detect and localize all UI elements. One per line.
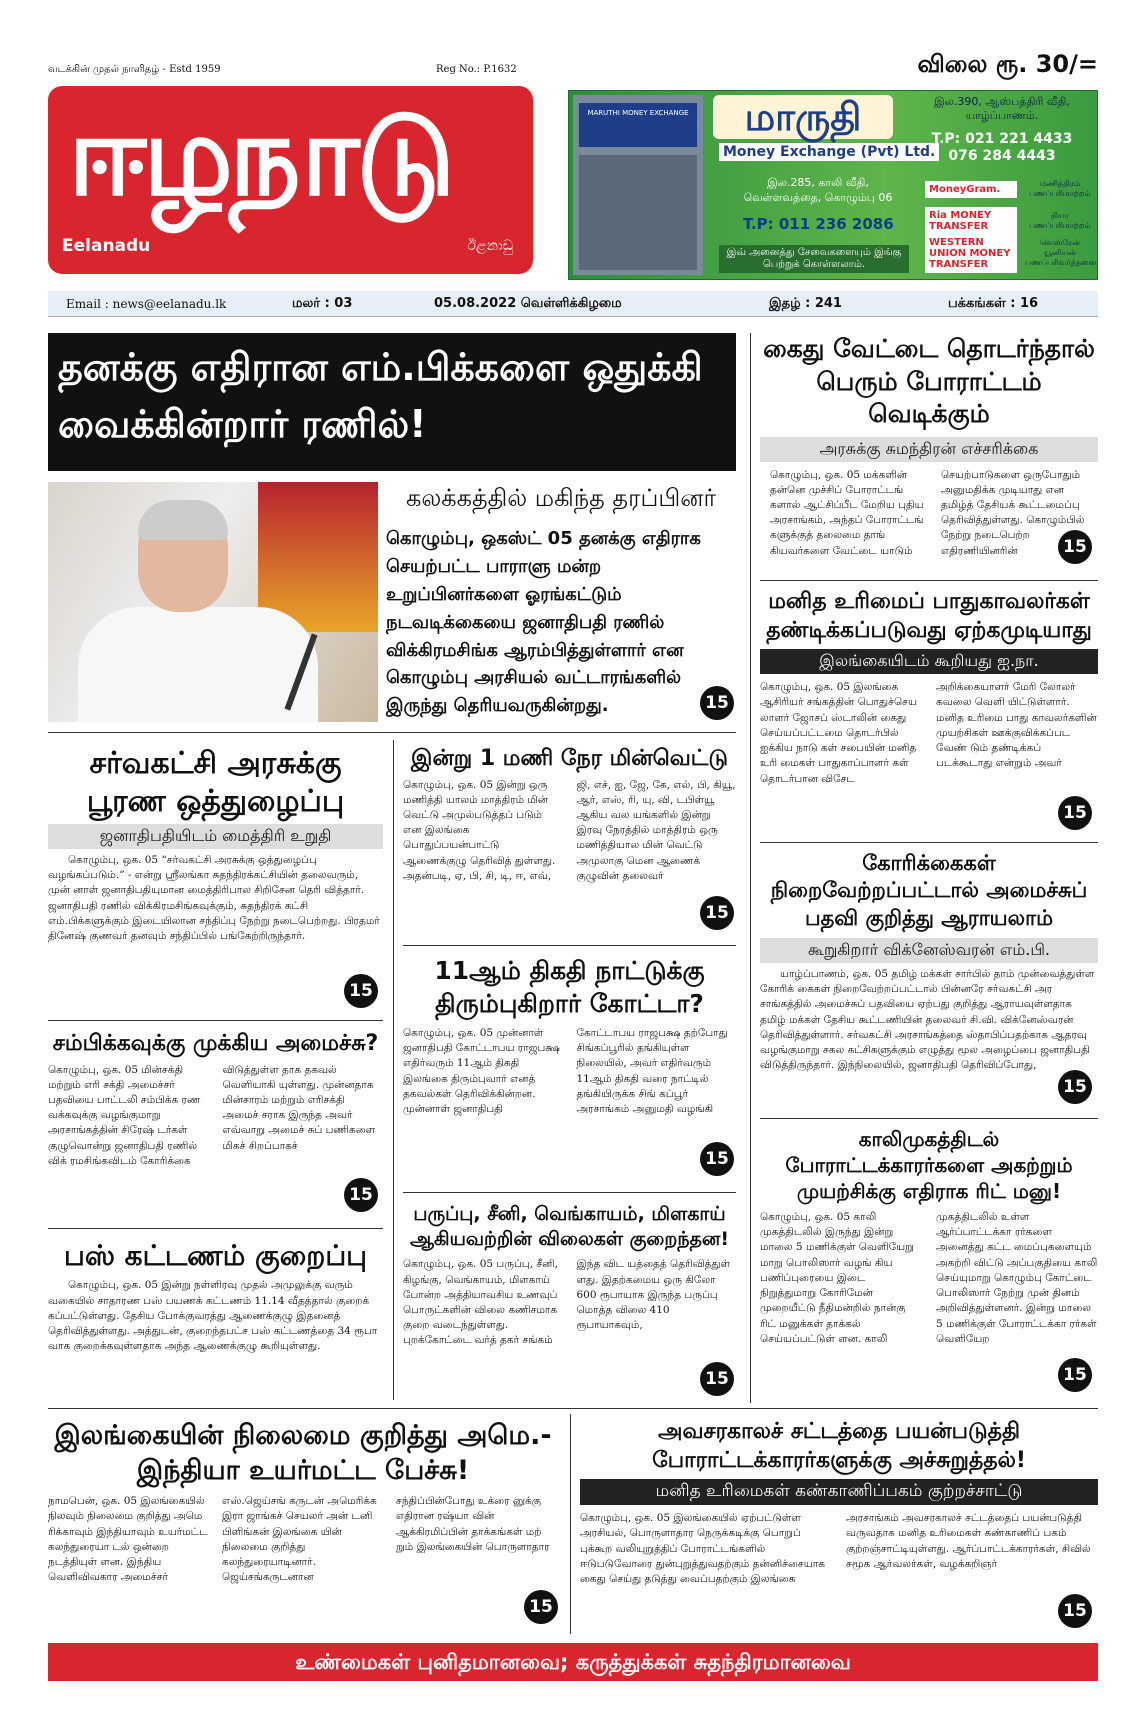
column-rule — [393, 740, 394, 1400]
article-headline: கைது வேட்டை தொடர்ந்தால் பெரும் போராட்டம் வெடிக்கும் — [763, 334, 1095, 428]
article-headline: பருப்பு, சீனி, வெங்காயம், மிளகாய் ஆகியவற்றின் விலைகள் குறைந்தன! — [409, 1203, 729, 1250]
article-headline: சம்பிக்கவுக்கு முக்கிய அமைச்சு? — [52, 1031, 379, 1056]
article-body: கொழும்பு, ஒக. 05 இன்று நள்ளிரவு முதல் அமுலுக்கு வரும் வகையில் சாதாரண பஸ் பயணக் கட்டணம் 11.14 வீதத்தால் குறைக் கப்பட்டுள்ளது. தேசிய போக்குவரத்து ஆணைக்குழு இதனைத் தெரிவித்துள்ளது. அத்துடன், குறைந்தபட்ச பஸ் கட்டணத்தை 34 ரூபா வாக குறைக்கவுள்ளதாக அந்த ஆணைக்குழு கூறியுள்ளது. — [48, 1279, 378, 1353]
divider — [48, 1408, 1098, 1409]
jump-badge: 15 — [700, 1362, 734, 1396]
lead-kicker: கலக்கத்தில் மகிந்த தரப்பினர் — [405, 484, 717, 512]
article-body: கொழும்பு, ஒக. 05 இலங்கையில் ஏற்பட்டுள்ள அரசியல், பொருளாதார நெருக்கடிக்கு பொறுப் புக்கூற வலியுறுத்திப் போராட்டங்களில் ஈடுபடுவோரை துன்புறுத்துவதற்கும் தன்னிச்சையாக கைது செய்து தடுத்து வைப்பதற்கும் இலங்கை அரசாங்கம் அவசரகாலச் சட்டத்தைப் பயன்படுத்தி வருவதாக மனித உரிமைகள் கண்காணிப் பகம் குற்றஞ்சாட்டியுள்ளது. ஆர்ப்பாட்டக்காரர்கள், சிவில் சமூக ஆர்வலர்கள், வழக்கறிஞர் — [580, 1512, 1091, 1586]
article-headline: பஸ் கட்டணம் குறைப்பு — [64, 1239, 367, 1272]
ad-address-jaffna: இல.390, ஆஸ்பத்திரி வீதி, யாழ்ப்பாணம். — [934, 95, 1070, 123]
article-body: கொழும்பு, ஒக. 05 முன்னாள் ஜனாதிபதி கோட்டாபய ராஜபக்ஷ எதிர்வரும் 11ஆம் திகதி இலங்கை திரும்புவார் எனத் தகவல்கள் தெரிவிக்கின்றன. முன்னாள் ஜனாதிபதி கோட்டாபய ராஜபக்ஷ தற்போது சிங்கப்பூரில் தங்கியுள்ள நிலையில், அவர் எதிர்வரும் 11ஆம் திகதி வரை நாட்டில் தங்கியிருக்க சிங் கப்பூர் அரசாங்கம் அனுமதி வழங்கி — [403, 1027, 728, 1116]
ad-money-exchange: Money Exchange (Pvt) Ltd. — [719, 143, 939, 161]
ad-phone-jaffna — [917, 131, 1087, 165]
divider — [760, 1118, 1098, 1119]
ad-brand: மாருதி — [713, 95, 893, 139]
photo-hair — [138, 500, 228, 540]
jump-badge: 15 — [1058, 796, 1092, 830]
tagline: வடக்கின் முதல் நாளிதழ் - Estd 1959 — [48, 64, 221, 75]
logo-label: வெஸ்ரேன் யூனியன் பணப்பரிவர்த்தனை — [1025, 238, 1097, 267]
article-power-cut — [403, 745, 736, 933]
article-headline: இன்று 1 மணி நேர மின்வெட்டு — [411, 746, 728, 771]
moneygram-logo — [925, 175, 1095, 203]
column-rule — [750, 333, 751, 1403]
article-headline: சர்வகட்சி அரசுக்கு பூரண ஒத்துழைப்பு — [86, 746, 345, 819]
transfer-logos — [925, 175, 1095, 271]
article-champika-ministry — [48, 1030, 383, 1215]
divider — [760, 842, 1098, 843]
article-headline: காலிமுகத்திடல் போராட்டக்காரர்களை அகற்றும் முயற்சிக்கு எதிராக ரிட் மனு! — [785, 1127, 1073, 1203]
divider — [48, 732, 736, 733]
article-wigneswaran — [760, 850, 1098, 1097]
divider — [760, 580, 1098, 581]
article-galle-face-writ — [760, 1126, 1098, 1400]
logo-label: றியா பணப்பரிமாற்றம் — [1029, 211, 1091, 230]
jump-badge: 15 — [700, 686, 734, 720]
lead-text: கொழும்பு, ஒகஸ்ட் 05 தனக்கு எதிராக செயற்பட்ட பாராளு மன்ற உறுப்பினர்களை ஓரங்கட்டும் நடவடிக்கையை ஜனாதிபதி ரணில் விக்கிரமசிங்க ஆரம்பித்துள்ளார் என கொழும்பு அரசியல் வட்டாரங்களில் இருந்து தெரியவருகின்றது. — [386, 528, 701, 717]
article-body: கொழும்பு, ஒக. 05 மக்களின் தன்னெ முச்சிப் போராட்டங் களால் ஆட்சிப்பீட மேறிய புதிய அரசாங்கம், அந்தப் போராட்டங் களுக்குத் தலைமை தாங் கியவர்களை வேட்டை யாடும் செயற்பாடுகளை ஒருபோதும் அனுமதிக்க முடியாது என தமிழ்த் தேசியக் கூட்டமைப்பு தெரிவித்துள்ளது. கொழும்பில் நேற்று நடைபெற்ற எதிரணியினரின் — [770, 468, 1085, 557]
ad-phone-colombo: T.P: 011 236 2086 — [743, 215, 894, 233]
jump-badge: 15 — [524, 1590, 558, 1624]
article-body: யாழ்ப்பாணம், ஒக. 05 தமிழ் மக்கள் சார்பில் தாம் முன்வைத்துள்ள கோரிக் கைகள் நிறைவேற்றப்பட்டால் பின்னரே சர்வகட்சி அர சாங்கத்தில் அமைச்சுப் பதவியை ஏற்பது குறித்து ஆராயவுள்ளதாக தமிழ் மக்கள் தேசிய கூட்டணியின் தலைவர் சி.வி. விக்னேஸ்வரன் தெரிவித்துள்ளார். சர்வகட்சி அரசாங்கத்தை ஸ்தாபிப்பதற்காக ஆதரவு வழங்குமாறு சகல கட்சிகளுக்கும் எழுத்து மூல அழைப்பை ஜனாதிபதி விடுத்திருந்தார். இந்நிலையில், ஜனாதிபதி தெரிவிப்போது, — [760, 967, 1095, 1072]
article-body: கொழும்பு, ஒக. 05 இன்று ஒரு மணித்தி யாலம் மாத்திரம் மின் வெட்டு அமுல்படுத்தப் படும் என இலங்கை பொதுப்பயன்பாட்டு ஆணைக்குழு தெரிவித் துள்ளது. அதன்படி, ஏ, பி, சி, டி, ஈ, எவ், ஜி, எச், ஐ, ஜே, கே, எல், பி, கியூ, ஆர், எஸ், ரி, யு, வி, டபிள்யூ ஆகிய வல யங்களில் இன்று இரவு நேரத்தில் மாத்திரம் ஒரு மணித்தியால மின் வெட்டு அமுலாகு மென ஆணைக் குழுவின் தலைவர் — [403, 778, 736, 882]
ad-note: இவ் அனைத்து சேவைகளையும் இங்கு பெற்றுக் கொள்ளலாம். — [719, 245, 909, 273]
jump-badge: 15 — [1058, 1358, 1092, 1392]
divider — [48, 1228, 383, 1229]
article-strap: இலங்கையிடம் கூறியது ஐ.நா. — [760, 649, 1098, 674]
masthead-english: Eelanadu — [62, 236, 151, 256]
article-headline: அவசரகாலச் சட்டத்தை பயன்படுத்தி போராட்டக்காரர்களுக்கு அச்சுறுத்தல்! — [652, 1419, 1026, 1473]
photo-shirt — [78, 607, 318, 722]
price: விலை ரூ. 30/= — [917, 50, 1098, 78]
article-strap: அரசுக்கு சுமந்திரன் எச்சரிக்கை — [760, 437, 1098, 462]
article-headline: இலங்கையின் நிலைமை குறித்து அமெ.-இந்தியா உயர்மட்ட பேச்சு! — [54, 1420, 552, 1487]
issue-info-bar — [48, 291, 1098, 317]
column-rule — [570, 1414, 571, 1634]
article-headline: 11ஆம் திகதி நாட்டுக்கு திரும்புகிறார் கோட்டா? — [434, 956, 705, 1018]
masthead-title: ஈழநாடு — [68, 91, 452, 221]
masthead-sinhala: ඊළනාඩු — [467, 238, 513, 254]
reg-number: Reg No.: P.1632 — [436, 64, 517, 75]
article-arrest-hunt — [760, 333, 1098, 593]
masthead-logo — [48, 86, 533, 274]
email: Email : news@eelanadu.lk — [66, 296, 227, 311]
jump-badge: 15 — [700, 1142, 734, 1176]
lead-headline: தனக்கு எதிரான எம்.பிக்களை ஒதுக்கி வைக்கின்றார் ரணில்! — [48, 333, 736, 471]
article-body: கொழும்பு, ஒக. 05 பருப்பு, சீனி, கிழங்கு, வெங்காயம், மிளகாய் போன்ற அத்தியாவசிய உணவுப் பொருட்களின் விலை கணிசமாக குறை வடைந்துள்ளது. புறக்கோட்டை வர்த் தகர் சங்கம் இந்த விட யத்தைத் தெரிவித்துள் ளது. இதற்கமைய ஒரு கிலோ 600 ரூபாயாக இருந்த பருப்பு மொத்த விலை 410 ரூபாயாகவும், — [403, 1258, 730, 1347]
article-price-reduction — [403, 1202, 736, 1392]
article-strap: மனித உரிமைகள் கண்காணிப்பகம் குற்றச்சாட்டு — [580, 1479, 1098, 1505]
article-strap: கூறுகிறார் விக்னேஸ்வரன் எம்.பி. — [760, 938, 1098, 963]
article-gota-return — [403, 955, 736, 1156]
divider — [403, 1192, 736, 1193]
jump-badge: 15 — [1058, 1070, 1092, 1104]
ria-logo — [925, 207, 1095, 235]
article-emergency-law — [580, 1418, 1098, 1611]
page-count: பக்கங்கள் : 16 — [948, 295, 1039, 311]
footer-motto: உண்மைகள் புனிதமானவை; கருத்துக்கள் சுதந்திரமானவை — [48, 1643, 1098, 1681]
western-union-logo — [925, 236, 1097, 270]
ad-address-colombo: இல.285, காலி வீதி, வெள்ளவத்தை, கொழும்பு 06 — [743, 176, 893, 205]
ranil-photo — [48, 482, 378, 722]
jump-badge: 15 — [700, 896, 734, 930]
logo-name: Ria MONEY TRANSFER — [925, 207, 1017, 235]
jump-badge: 15 — [1058, 530, 1092, 564]
malar: மலர் : 03 — [292, 295, 353, 311]
ad-phone-jaffna-1: T.P: 021 221 4433 — [931, 131, 1073, 147]
divider — [403, 945, 736, 946]
maruthi-advertisement — [568, 90, 1098, 280]
article-body: கொழும்பு, ஒக. 05 மின்சக்தி மற்றும் எரி சக்தி அமைச்சர் பதவியை பாட்டலி சம்பிக்க ரண வக்கவுக்கு வழங்குமாறு அரசாங்கத்தின் சிரேஷ் டர்கள் குழுவொன்று ஜனாதிபதி ரணில் விக் ரமசிங்கவிடம் கோரிக்கை விடுத்துள்ள தாக தகவல் வெளியாகி யுள்ளது. முன்னதாக மின்சாரம் மற்றும் எரிசக்தி அமைச் சராக இருந்த அவர் எவ்வாறு அமைச் சுப் பணிகளை மிகச் சிறப்பாகச் — [48, 1063, 376, 1167]
article-us-india-talks — [48, 1418, 558, 1612]
shop-sign: MARUTHI MONEY EXCHANGE — [579, 103, 697, 147]
issue-date: 05.08.2022 வெள்ளிக்கிழமை — [434, 295, 622, 311]
article-body: கொழும்பு, ஒக. 05 இலங்கை ஆசிரியர் சங்கத்தின் பொதுச்செய லாளர் ஜோசப் ஸ்டாலின் கைது செய்யப்பட்டமை தொடர்பில் ஐக்கிய நாடு கள் சபையின் மனித உரி மைகள் பாதுகாப்பாளர் கள் தொடர்பான விசேட அறிக்கையாளர் மேரி லோலர் கவலை வெளி யிட்டுள்ளார். மனித உரிமை பாது காவலர்களின் முயற்சிகள் ஊக்குவிக்கப்பட வேண் டும் தண்டிக்கப் படக்கூடாது என்றும் அவர் — [760, 681, 1097, 785]
jump-badge: 15 — [344, 1178, 378, 1212]
article-headline: மனித உரிமைப் பாதுகாவலர்கள் தண்டிக்கப்படுவது ஏற்கமுடியாது — [766, 589, 1092, 643]
shop-front — [579, 155, 697, 270]
issue-number: இதழ் : 241 — [769, 295, 842, 311]
article-body: நாமபென், ஒக. 05 இலங்கையில் நிலவும் நிலைமை குறித்து அமெ ரிக்காவும் இந்தியாவும் உயர்மட்ட கலந்துரையா டல் ஒன்றை நடத்தியுள் ளன. இந்திய வெளிவிவகார அமைச்சர் எஸ்.ஜெய்சங் கருடன் அமெரிக்க இரா ஜாங்கச் செயலர் அன் டனி பிளிங்கன் இலங்கை யின் நிலைமை குறித்து கலந்துரையாடினார். ஜெய்சங்கருடனான சந்திப்பின்போது உக்ரை னுக்கு எதிரான ரஷ்யா வின் ஆக்கிரமிப்பின் தாக்கங்கள் மற் றும் இலங்கையின் பொருளாதார — [48, 1495, 550, 1584]
article-body: கொழும்பு, ஒக. 05 “சர்வகட்சி அரசுக்கு ஒத்துழைப்பு வழங்கப்படும்.” - என்று ஸ்ரீலங்கா சுதந்திரக்கட்சியின் தலைவரும், முன் னாள் ஜனாதிபதியுமான மைத்திரிபால சிறிசேன தெரி வித்தார். ஜனாதிபதி ரணில் விக்கிரமசிங்கவுக்கும், சுதந்திரக் கட்சி எம்.பிக்களுக்கும் இடையிலான சந்திப்பு நேற்று நடைபெற்றது. பிரதமர் தினேஷ் குணவர் தனவும் சந்திப்பில் பங்கேற்றிருந்தார். — [48, 854, 380, 943]
logo-label: மணித்திரம் பணப்பரிமாற்றம் — [1029, 179, 1091, 198]
article-all-party-support — [48, 745, 383, 988]
jump-badge: 15 — [1058, 1594, 1092, 1628]
logo-name: WESTERN UNION MONEY TRANSFER — [925, 234, 1017, 273]
article-body: கொழும்பு, ஒக. 05 காலி முகத்திடலில் இருந்து இன்று மாலை 5 மணிக்குள் வெளியேறு மாறு பொலிஸார் வழங் கிய பணிப்புரையை இடை நிறுத்துமாறு கோரிமேன் முறையீட்டு நீதிமன்றில் நான்கு ரிட் மனுக்கள் தாக்கல் செய்யப்பட்டுள் ளன. காலி முகத்திடலில் உள்ள ஆர்ப்பாட்டக்கா ரர்களை அனைத்து கட்ட மைப்புகளையும் அகற்றி விட்டு அப்பகுதியை காலி செய்யுமாறு கொழும்பு கோட்டை பொலிஸார் நேற்று முன் தினம் அறிவித்துள்ளனர். இன்று மாலை 5 மணிக்குள் போராட்டக்கா ரர்கள் வெளியேற — [760, 1211, 1098, 1345]
article-headline: கோரிக்கைகள் நிறைவேற்றப்பட்டால் அமைச்சுப் பதவி குறித்து ஆராயலாம் — [770, 851, 1088, 930]
divider — [48, 1020, 383, 1021]
article-strap: ஜனாதிபதியிடம் மைத்திரி உறுதி — [48, 824, 383, 849]
article-human-rights-defenders — [760, 588, 1098, 810]
shop-photo — [573, 95, 703, 275]
ad-phone-jaffna-2: 076 284 4443 — [948, 147, 1056, 164]
jump-badge: 15 — [344, 974, 378, 1008]
logo-name: MoneyGram. — [925, 181, 1017, 198]
article-bus-fare — [48, 1238, 383, 1393]
